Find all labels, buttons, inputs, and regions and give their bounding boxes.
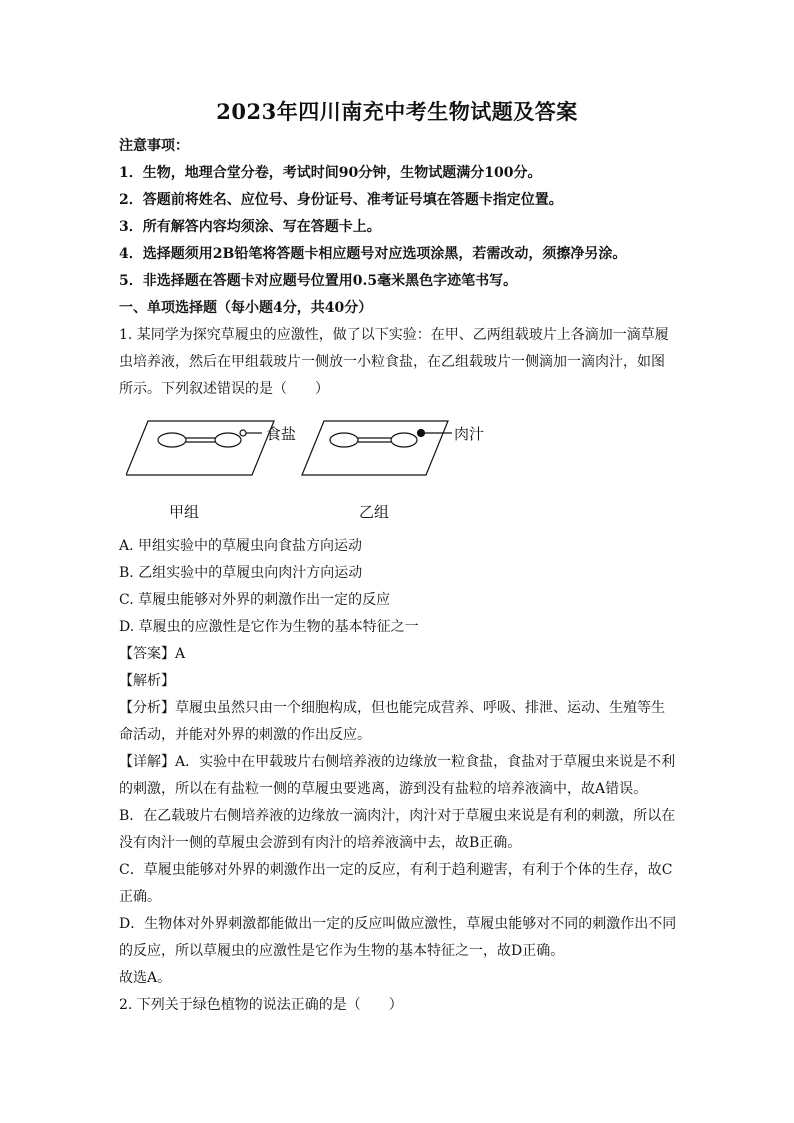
question-stem-line: 所示。下列叙述错误的是（ ） (119, 381, 329, 397)
notice-item: 4．选择题须用2B铅笔将答题卡相应题号对应选项涂黑，若需改动，须擦净另涂。 (119, 246, 627, 262)
analysis-line: 正确。 (119, 889, 161, 905)
notice-item: 1．生物，地理合堂分卷，考试时间90分钟，生物试题满分100分。 (119, 165, 542, 181)
analysis-line: 故选A。 (119, 970, 172, 986)
analysis-line: C．草履虫能够对外界的刺激作出一定的反应，有利于趋利避害，有利于个体的生存，故C (119, 862, 673, 878)
slide-experiment-figure (126, 414, 496, 524)
analysis-line: 没有肉汁一侧的草履虫会游到有肉汁的培养液滴中去，故B正确。 (119, 835, 522, 851)
answer-key: 【答案】A (119, 646, 186, 662)
analysis-line: 的刺激，所以在有盐粒一侧的草履虫要逃离，游到没有盐粒的培养液滴中，故A错误。 (119, 781, 648, 797)
question-stem-line: 2. 下列关于绿色植物的说法正确的是（ ） (119, 997, 403, 1013)
question-stem-line: 虫培养液，然后在甲组载玻片一侧放一小粒食盐，在乙组载玻片一侧滴加一滴肉汁，如图 (119, 354, 665, 370)
notice-item: 5．非选择题在答题卡对应题号位置用0.5毫米黑色字迹笔书写。 (119, 273, 518, 289)
analysis-line: D．生物体对外界刺激都能做出一定的反应叫做应激性，草履虫能够对不同的刺激作出不同 (119, 916, 677, 932)
meat-juice-label: 肉汁 (454, 425, 485, 443)
answer-option: B. 乙组实验中的草履虫向肉汁方向运动 (119, 565, 363, 581)
analysis-heading: 【解析】 (119, 673, 175, 689)
page-title: 2023年四川南充中考生物试题及答案 (216, 99, 578, 124)
notice-heading: 注意事项： (119, 138, 189, 154)
notice-item: 3．所有解答内容均须涂、写在答题卡上。 (119, 219, 381, 235)
analysis-line: 【分析】草履虫虽然只由一个细胞构成，但也能完成营养、呼吸、排泄、运动、生殖等生 (119, 700, 665, 716)
answer-option: D. 草履虫的应激性是它作为生物的基本特征之一 (119, 619, 419, 635)
salt-label: 食盐 (266, 425, 297, 443)
answer-option: A. 甲组实验中的草履虫向食盐方向运动 (119, 538, 363, 554)
slide-group-b (302, 421, 452, 475)
question-stem-line: 1. 某同学为探究草履虫的应激性，做了以下实验：在甲、乙两组载玻片上各滴加一滴草履 (119, 327, 669, 343)
answer-option: C. 草履虫能够对外界的刺激作出一定的反应 (119, 592, 391, 608)
group-b-label: 乙组 (359, 503, 390, 521)
analysis-line: 命活动，并能对外界的刺激的作出反应。 (119, 727, 371, 743)
analysis-line: 【详解】A．实验中在甲载玻片右侧培养液的边缘放一粒食盐，食盐对于草履虫来说是不利 (119, 754, 676, 770)
group-a-label: 甲组 (169, 503, 200, 521)
notice-item: 2．答题前将姓名、应位号、身份证号、准考证号填在答题卡指定位置。 (119, 192, 563, 208)
analysis-line: B．在乙载玻片右侧培养液的边缘放一滴肉汁，肉汁对于草履虫来说是有利的刺激，所以在 (119, 808, 676, 824)
section-heading: 一、单项选择题（每小题4分，共40分） (119, 300, 373, 316)
slide-group-a (126, 421, 274, 475)
analysis-line: 的反应，所以草履虫的应激性是它作为生物的基本特征之一，故D正确。 (119, 943, 565, 959)
